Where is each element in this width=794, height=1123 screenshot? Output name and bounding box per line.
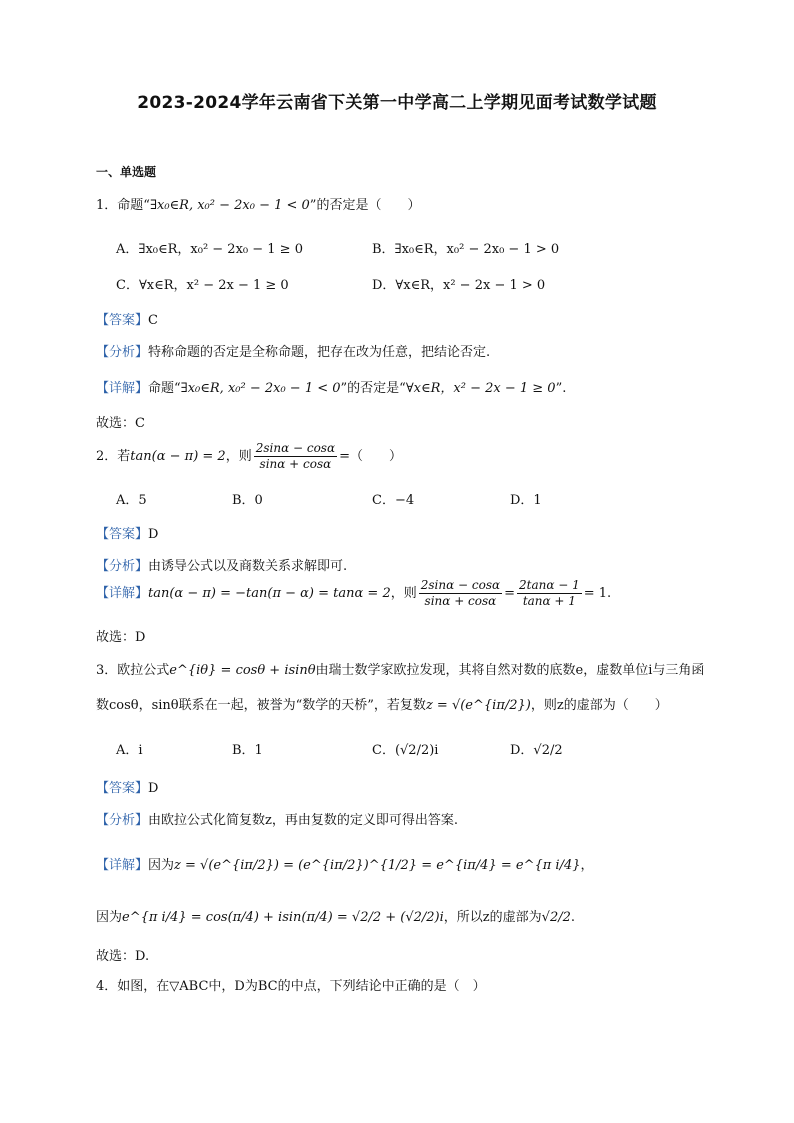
q2-detail-equation: tan(α − π) = −tan(π − α) = tanα = 2 bbox=[148, 586, 391, 601]
q1-detail-mid: ”的否定是“ bbox=[340, 381, 406, 396]
answer-tag: 【答案】 bbox=[96, 781, 149, 796]
q2-option-c: C．−4 bbox=[372, 493, 415, 508]
q1-answer bbox=[96, 309, 158, 328]
q3-detail1-equation: z = √(e^{iπ/2}) = (e^{iπ/2})^{1/2} = e^{iπ/4} = e^{π i/4} bbox=[174, 858, 581, 873]
q1-number: 1． bbox=[96, 198, 118, 213]
q3-option-d: D．√2/2 bbox=[510, 743, 563, 758]
q2-detail-mid: ，则 bbox=[390, 586, 417, 601]
q1-option-b: B．∃x₀∈R，x₀² − 2x₀ − 1 > 0 bbox=[372, 242, 560, 257]
analysis-tag: 【分析】 bbox=[96, 345, 149, 360]
q2-option-b: B．0 bbox=[232, 493, 263, 508]
q3-detail1 bbox=[96, 854, 594, 873]
q3-option-c: C．(√2/2)i bbox=[372, 743, 439, 758]
q2-detail-fraction2 bbox=[517, 578, 582, 609]
q2-detail-end: = 1. bbox=[583, 586, 612, 601]
q2-stem-pre: 若 bbox=[117, 449, 131, 464]
q2-stem-mid: ，则 bbox=[225, 449, 252, 464]
q3-z-definition: z = √(e^{iπ/2}) bbox=[425, 698, 531, 713]
q3-line1-post: 由瑞士数学家欧拉发现，其将自然对数的底数e，虚数单位i与三角函 bbox=[315, 663, 705, 678]
q2-frac-denominator: sinα + cosα bbox=[259, 457, 332, 471]
q1-stem bbox=[96, 194, 420, 213]
section-heading: 一、单选题 bbox=[96, 165, 157, 179]
q2-detail-frac2-num: 2tanα − 1 bbox=[519, 578, 580, 592]
q3-analysis-text: 由欧拉公式化简复数z，再由复数的定义即可得出答案. bbox=[148, 813, 458, 828]
q1-analysis bbox=[96, 341, 490, 360]
detail-tag: 【详解】 bbox=[96, 858, 149, 873]
q1-option-c: C．∀x∈R，x² − 2x − 1 ≥ 0 bbox=[116, 278, 289, 293]
q2-detail: 【详解】tan(α − π) = −tan(π − α) = tanα = 2，则 $\frac{2\sin\alpha - \cos\alpha}{\sin\alpha + \cos\alpha}$ = $\frac{2\tan\alpha - 1}{\tan\alpha + 1}$ = 1. bbox=[96, 578, 612, 608]
q2-option-d: D．1 bbox=[510, 493, 542, 508]
q1-option-d: D．∀x∈R，x² − 2x − 1 > 0 bbox=[372, 278, 546, 293]
q3-analysis bbox=[96, 809, 458, 828]
q1-option-a: A．∃x₀∈R，x₀² − 2x₀ − 1 ≥ 0 bbox=[116, 242, 303, 257]
q2-detail-fraction1 bbox=[419, 578, 502, 609]
answer-tag: 【答案】 bbox=[96, 527, 149, 542]
q3-detail2-equation: e^{π i/4} = cos(π/4) + isin(π/4) = √2/2 + (√2/2)i bbox=[122, 910, 444, 925]
q2-choice: 故选：D bbox=[96, 630, 146, 645]
q1-answer-value: C bbox=[148, 313, 158, 328]
q1-detail bbox=[96, 377, 566, 396]
q2-frac-numerator: 2sinα − cosα bbox=[255, 441, 336, 455]
q3-euler-formula: e^{iθ} = cosθ + isinθ bbox=[169, 663, 316, 678]
q3-option-a: A．i bbox=[116, 743, 143, 758]
q1-detail-negation: ∀x∈R，x² − 2x − 1 ≥ 0 bbox=[405, 381, 556, 396]
q2-number: 2． bbox=[96, 449, 118, 464]
q2-answer-value: D bbox=[148, 527, 159, 542]
q3-detail1-pre: 因为 bbox=[148, 858, 175, 873]
q2-fraction bbox=[254, 441, 337, 472]
q3-choice: 故选：D. bbox=[96, 949, 150, 964]
q1-detail-prop: ∃x₀∈R, x₀² − 2x₀ − 1 < 0 bbox=[180, 381, 341, 396]
q2-analysis bbox=[96, 555, 347, 574]
q3-line1-pre: 欧拉公式 bbox=[117, 663, 170, 678]
page-title: 2023-2024学年云南省下关第一中学高二上学期见面考试数学试题 bbox=[137, 93, 657, 113]
q3-detail1-end: ， bbox=[580, 858, 594, 873]
q1-stem-pre: 命题“ bbox=[117, 198, 150, 213]
q4-stem-text: 如图，在▽ABC中，D为BC的中点，下列结论中正确的是（ ） bbox=[117, 979, 486, 994]
q2-option-a: A．5 bbox=[116, 493, 147, 508]
q3-detail2-mid: ，所以z的虚部为 bbox=[443, 910, 542, 925]
q2-detail-frac2-den: tanα + 1 bbox=[522, 594, 576, 608]
q1-detail-pre: 命题“ bbox=[148, 381, 181, 396]
q2-condition: tan(α − π) = 2 bbox=[130, 449, 226, 464]
analysis-tag: 【分析】 bbox=[96, 813, 149, 828]
q3-detail2-pre: 因为 bbox=[96, 910, 123, 925]
detail-tag: 【详解】 bbox=[96, 586, 149, 601]
q1-proposition: ∃x₀∈R, x₀² − 2x₀ − 1 < 0 bbox=[149, 198, 310, 213]
q3-option-b: B．1 bbox=[232, 743, 263, 758]
q3-detail2-end: . bbox=[570, 910, 576, 925]
q4-stem bbox=[96, 975, 486, 994]
q3-line2 bbox=[96, 694, 668, 713]
analysis-tag: 【分析】 bbox=[96, 559, 149, 574]
q2-stem-post: =（ ） bbox=[339, 449, 402, 464]
q3-detail2 bbox=[96, 906, 575, 925]
q1-stem-post: ”的否定是（ ） bbox=[309, 198, 421, 213]
q2-answer bbox=[96, 523, 158, 542]
q1-analysis-text: 特称命题的否定是全称命题，把存在改为任意，把结论否定. bbox=[148, 345, 491, 360]
q2-stem bbox=[96, 441, 402, 472]
q3-line1 bbox=[96, 659, 704, 678]
q3-line2-pre: 数cosθ，sinθ联系在一起，被誉为“数学的天桥”，若复数 bbox=[96, 698, 426, 713]
q3-line2-post: ，则z的虚部为（ ） bbox=[530, 698, 668, 713]
q1-choice: 故选：C bbox=[96, 416, 145, 431]
q3-answer-value: D bbox=[148, 781, 159, 796]
answer-tag: 【答案】 bbox=[96, 313, 149, 328]
q3-detail2-value: √2/2 bbox=[541, 910, 571, 925]
q3-number: 3． bbox=[96, 663, 118, 678]
q4-number: 4． bbox=[96, 979, 118, 994]
q3-answer bbox=[96, 777, 158, 796]
q1-detail-end: ”. bbox=[555, 381, 567, 396]
q2-analysis-text: 由诱导公式以及商数关系求解即可. bbox=[148, 559, 348, 574]
q2-detail-frac1-den: sinα + cosα bbox=[424, 594, 497, 608]
detail-tag: 【详解】 bbox=[96, 381, 149, 396]
q2-detail-frac1-num: 2sinα − cosα bbox=[420, 578, 501, 592]
